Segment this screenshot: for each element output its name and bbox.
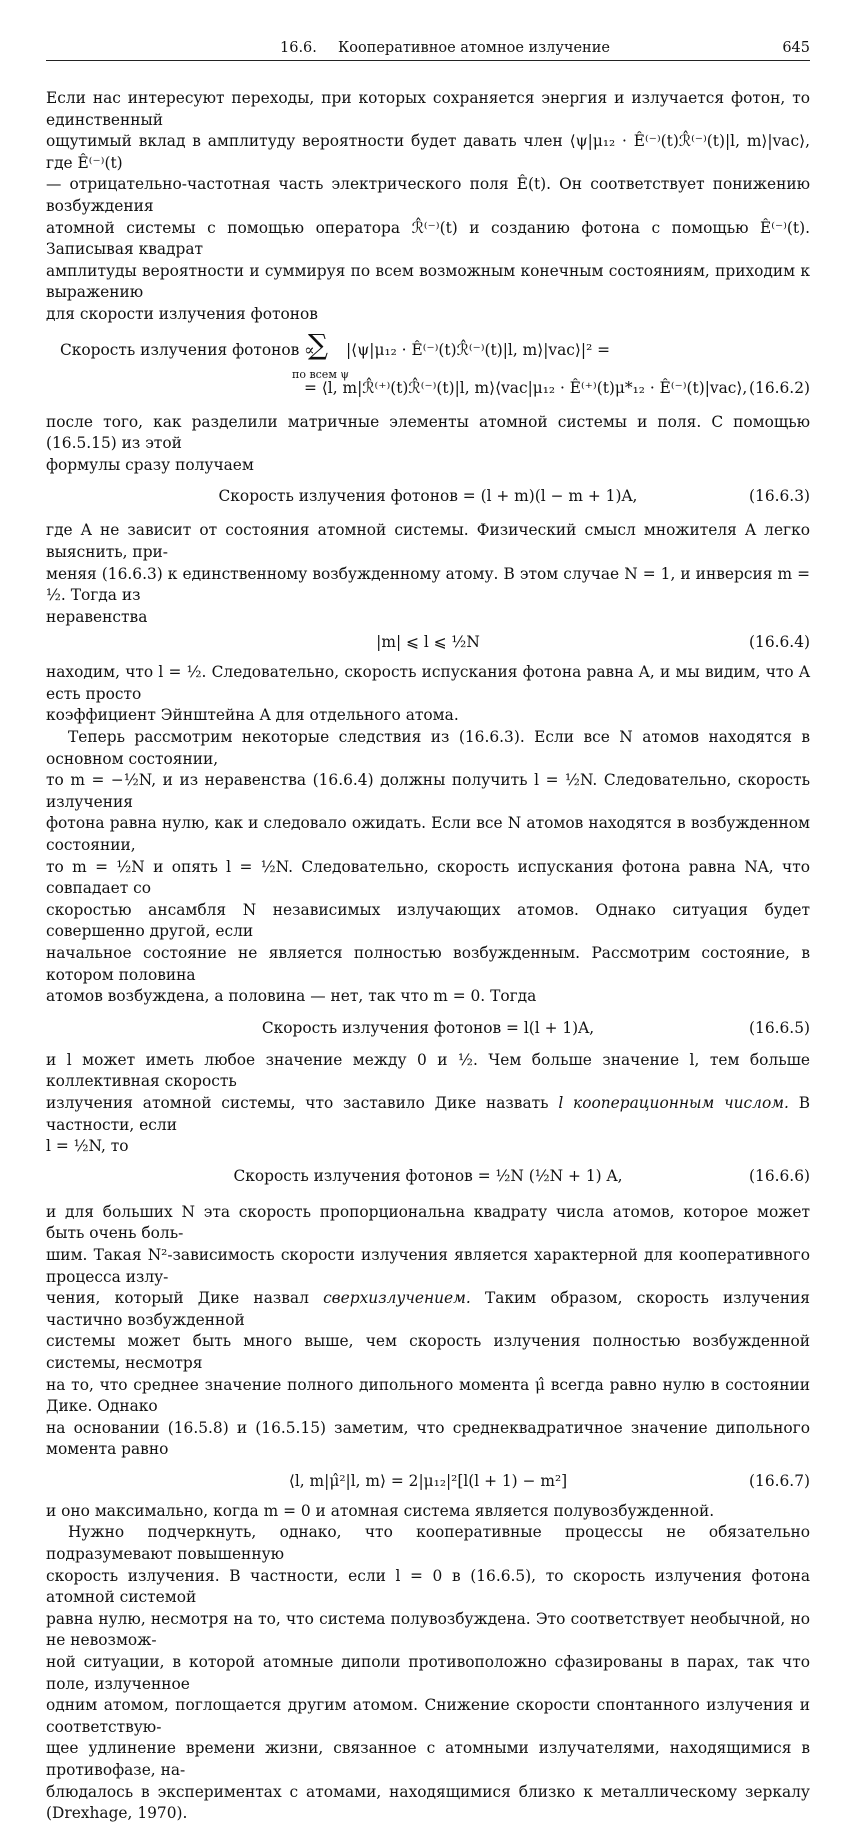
- equation-body: ⟨l, m|μ̂²|l, m⟩ = 2|μ₁₂|²[l(l + 1) − m²]: [288, 1471, 568, 1490]
- paragraph-2: [46, 412, 810, 477]
- text-line: атомной системы с помощью оператора ℛ̂⁽⁻⁾(t) и созданию фотона с помощью Ê⁽⁻⁾(t). Записывая квадрат: [46, 218, 810, 259]
- text-line: [46, 1093, 810, 1136]
- text-line: и оно максимально, когда m = 0 и атомная система является полувозбужденной.: [46, 1501, 715, 1520]
- equation-16-6-2: [46, 327, 810, 404]
- text-line: то m = −½N, и из неравенства (16.6.4) должны получить l = ½N. Следовательно, скорость излучения: [46, 771, 810, 811]
- page-body: [46, 88, 810, 1825]
- equation-line-2: = ⟨l, m|ℛ̂⁽⁺⁾(t)ℛ̂⁽⁻⁾(t)|l, m⟩⟨vac|μ₁₂ · Ê⁽⁺⁾(t)μ*₁₂ · Ê⁽⁻⁾(t)|vac⟩,: [304, 378, 748, 397]
- text-line: начальное состояние не является полностью возбужденным. Рассмотрим состояние, в котором половина: [46, 944, 810, 984]
- section-number: 16.6.: [280, 40, 317, 56]
- paragraph-8: [46, 1501, 810, 1523]
- text-line: атомов возбуждена, а половина — нет, так что m = 0. Тогда: [46, 987, 537, 1006]
- paragraph-9: [46, 1522, 810, 1824]
- text-line: фотона равна нулю, как и следовало ожидать. Если все N атомов находятся в возбужденном состоянии,: [46, 814, 810, 855]
- emphasized-term: сверхизлучением.: [323, 1289, 471, 1308]
- text-line: [46, 1288, 810, 1331]
- text-run: чения, который Дике назвал: [46, 1289, 324, 1308]
- text-line: l = ½N, то: [46, 1137, 129, 1156]
- text-line: где A не зависит от состояния атомной системы. Физический смысл множителя A легко выяснить, при-: [46, 521, 810, 561]
- text-line: то m = ½N и опять l = ½N. Следовательно, скорость испускания фотона равна NA, что совпадает со: [46, 857, 810, 898]
- text-line: амплитуды вероятности и суммируя по всем возможным конечным состояниям, приходим к выражению: [46, 261, 810, 302]
- text-line: для скорости излучения фотонов: [46, 304, 318, 323]
- text-line: неравенства: [46, 607, 148, 626]
- equation-body: Скорость излучения фотонов = ½N (½N + 1) A,: [233, 1166, 623, 1185]
- text-line: Если нас интересуют переходы, при которых сохраняется энергия и излучается фотон, то единственный: [46, 89, 810, 129]
- text-run: излучения атомной системы, что заставило Дике назвать: [46, 1093, 559, 1112]
- paragraph-3: [46, 520, 810, 628]
- equation-line-1: |⟨ψ|μ₁₂ · Ê⁽⁻⁾(t)ℛ̂⁽⁻⁾(t)|l, m⟩|vac⟩|² =: [346, 340, 611, 359]
- text-line: шим. Такая N²-зависимость скорости излучения является характерной для кооперативного процесса излу-: [46, 1245, 810, 1286]
- section-title: Кооперативное атомное излучение: [338, 40, 610, 56]
- text-line: скорость излучения. В частности, если l = 0 в (16.6.5), то скорость излучения фотона атомной системой: [46, 1566, 810, 1607]
- text-line: — отрицательно-частотная часть электрического поля Ê(t). Он соответствует понижению возбуждения: [46, 175, 810, 215]
- text-line: и для больших N эта скорость пропорциональна квадрату числа атомов, которое может быть очень боль-: [46, 1202, 810, 1243]
- running-header: [46, 38, 810, 61]
- equation-number: (16.6.5): [749, 1018, 810, 1037]
- text-line: щее удлинение времени жизни, связанное с атомными излучателями, находящимися в противофазе, на-: [46, 1739, 810, 1779]
- text-line: меняя (16.6.3) к единственному возбужденному атому. В этом случае N = 1, и инверсия m = ½. Тогда из: [46, 564, 810, 605]
- equation-16-6-3: [46, 486, 810, 510]
- sum-symbol: ∑: [308, 327, 328, 361]
- book-page: [46, 38, 811, 1823]
- text-line: после того, как разделили матричные элементы атомной системы и поля. С помощью (16.5.15) из этой: [46, 412, 810, 453]
- equation-number: (16.6.7): [749, 1471, 810, 1490]
- equation-number: (16.6.6): [749, 1166, 810, 1185]
- text-line: Теперь рассмотрим некоторые следствия из (16.6.3). Если все N атомов находятся в основном состоянии,: [46, 728, 810, 768]
- text-line: равна нулю, несмотря на то, что система полувозбуждена. Это соответствует необычной, но не невозмож-: [46, 1609, 810, 1650]
- equation-body: |m| ⩽ l ⩽ ½N: [376, 633, 480, 652]
- text-line: системы может быть много выше, чем скорость излучения полностью возбужденной системы, несмотря: [46, 1332, 810, 1372]
- text-line: на основании (16.5.8) и (16.5.15) заметим, что среднеквадратичное значение дипольного момента равно: [46, 1418, 810, 1459]
- equation-body: Скорость излучения фотонов = l(l + 1)A,: [261, 1018, 595, 1037]
- equation-16-6-6: [46, 1166, 810, 1196]
- text-line: ощутимый вклад в амплитуду вероятности будет давать член ⟨ψ|μ₁₂ · Ê⁽⁻⁾(t)ℛ̂⁽⁻⁾(t)|l, m⟩|vac⟩, где Ê⁽⁻⁾(t): [46, 132, 810, 172]
- text-run: Таким образом, скорость излучения частично возбужденной: [46, 1289, 810, 1329]
- equation-body: Скорость излучения фотонов = (l + m)(l − m + 1)A,: [218, 487, 638, 506]
- text-line: одним атомом, поглощается другим атомом. Снижение скорости спонтанного излучения и соответствую-: [46, 1696, 810, 1736]
- text-line: на то, что среднее значение полного дипольного момента μ̂ всегда равно нулю в состоянии Дике. Однако: [46, 1375, 810, 1416]
- equation-lhs: Скорость излучения фотонов ∝: [60, 340, 315, 359]
- text-line: ной ситуации, в которой атомные диполи противоположно сфазированы в парах, так что поле, излученное: [46, 1653, 810, 1693]
- equation-number: (16.6.2): [749, 378, 810, 397]
- page-number: 645: [782, 40, 810, 56]
- text-line: блюдалось в экспериментах с атомами, находящимися близко к металлическому зеркалу (Drexhage, 1970).: [46, 1782, 810, 1823]
- paragraph-6: [46, 1050, 810, 1158]
- text-line: Нужно подчеркнуть, однако, что кооперативные процессы не обязательно подразумевают повышенную: [46, 1523, 810, 1564]
- equation-number: (16.6.4): [749, 633, 810, 652]
- text-line: формулы сразу получаем: [46, 455, 254, 474]
- text-line: находим, что l = ½. Следовательно, скорость испускания фотона равна A, и мы видим, что A есть просто: [46, 663, 810, 703]
- text-line: скоростью ансамбля N независимых излучающих атомов. Однако ситуация будет совершенно другой, если: [46, 900, 810, 941]
- text-line: коэффициент Эйнштейна A для отдельного атома.: [46, 706, 459, 725]
- text-run: В частности, если: [46, 1093, 811, 1134]
- text-line: и l может иметь любое значение между 0 и ½. Чем больше значение l, тем больше коллективная скорость: [46, 1050, 810, 1091]
- sum-subscript: по всем ψ: [292, 367, 349, 381]
- paragraph-1: [46, 88, 810, 326]
- equation-16-6-5: [46, 1018, 810, 1042]
- equation-16-6-7: [46, 1471, 810, 1497]
- emphasized-term: l кооперационным числом.: [558, 1093, 789, 1112]
- paragraph-4: [46, 662, 810, 727]
- paragraph-5: [46, 727, 810, 1008]
- paragraph-7: [46, 1202, 810, 1461]
- equation-number: (16.6.3): [749, 487, 810, 506]
- equation-16-6-4: [46, 632, 810, 658]
